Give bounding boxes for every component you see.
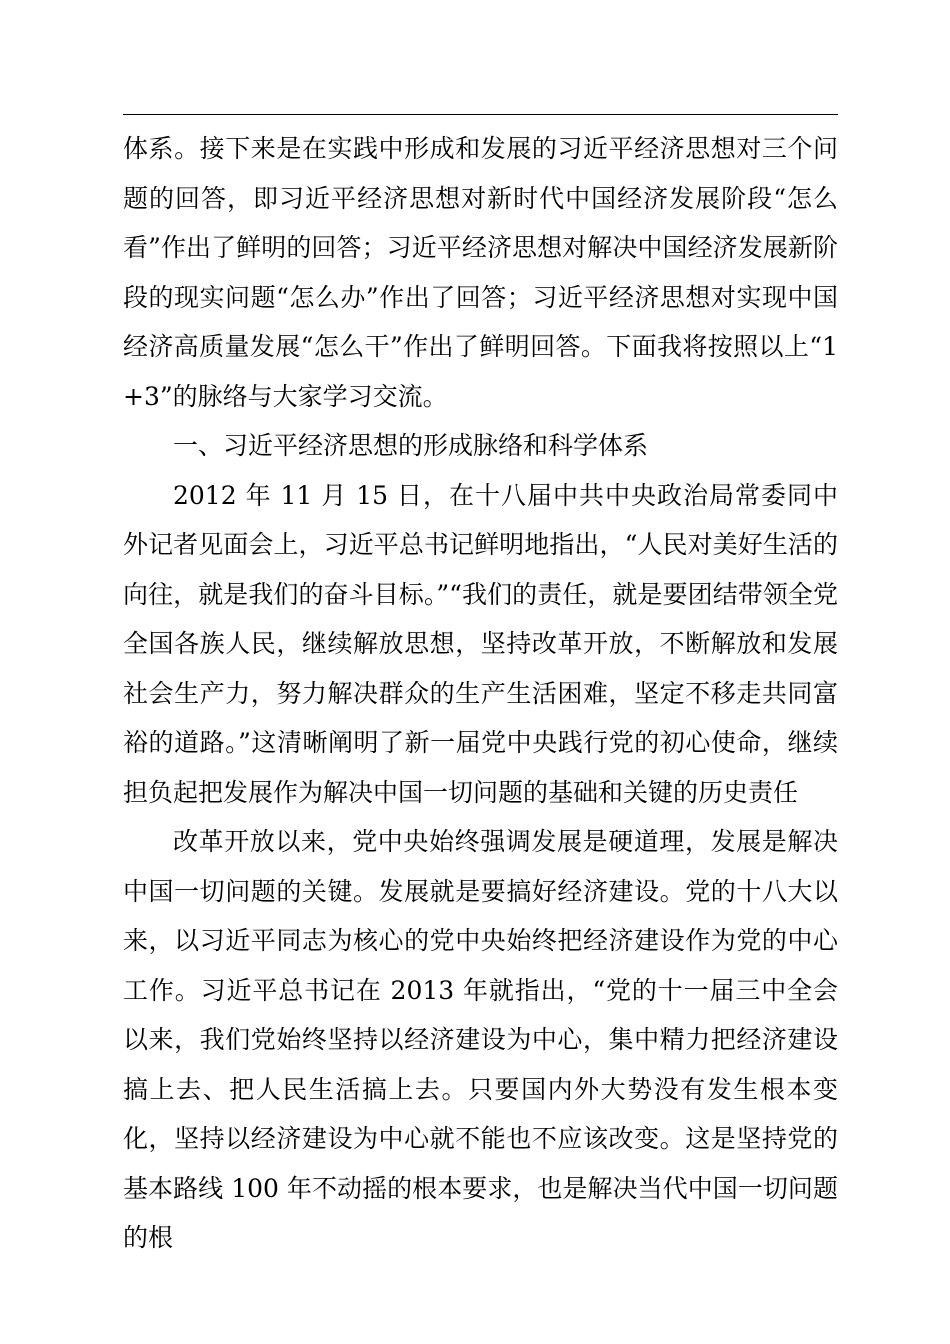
paragraph-economic-construction: 改革开放以来，党中央始终强调发展是硬道理，发展是解决中国一切问题的关键。发展就是要搞好经济建设。党的十八大以来，以习近平同志为核心的党中央始终把经济建设作为党的中心工作。习近平总书记在 2013 年就指出，“党的十一届三中全会以来，我们党始终坚持以经济建设为中心，集中精力把经济建设搞上去、把人民生活搞上去。只要国内外大势没有发生根本变化，坚持以经济建设为中心就不能也不应该改变。这是坚持党的基本路线 100 年不动摇的根本要求，也是解决当代中国一切问题的根 xyxy=(123,827,838,1252)
section-heading: 一、习近平经济思想的形成脉络和科学体系 xyxy=(173,431,649,460)
paragraph-continuation: 体系。接下来是在实践中形成和发展的习近平经济思想对三个问题的回答，即习近平经济思想对新时代中国经济发展阶段“怎么看”作出了鲜明的回答；习近平经济思想对解决中国经济发展新阶段的现实问题“怎么办”作出了回答；习近平经济思想对实现中国经济高质量发展“怎么干”作出了鲜明回答。下面我将按照以上“1+3”的脉络与大家学习交流。 xyxy=(123,134,838,411)
header-rule xyxy=(123,114,838,115)
paragraph-2012-press-meeting: 2012 年 11 月 15 日，在十八届中共中央政治局常委同中外记者见面会上，习近平总书记鲜明地指出，“人民对美好生活的向往，就是我们的奋斗目标。”“我们的责任，就是要团结带领全党全国各族人民，继续解放思想，坚持改革开放，不断解放和发展社会生产力，努力解决群众的生产生活困难，坚定不移走共同富裕的道路。”这清晰阐明了新一届党中央践行党的初心使命，继续担负起把发展作为解决中国一切问题的基础和关键的历史责任 xyxy=(123,480,838,807)
document-body xyxy=(123,124,838,1263)
